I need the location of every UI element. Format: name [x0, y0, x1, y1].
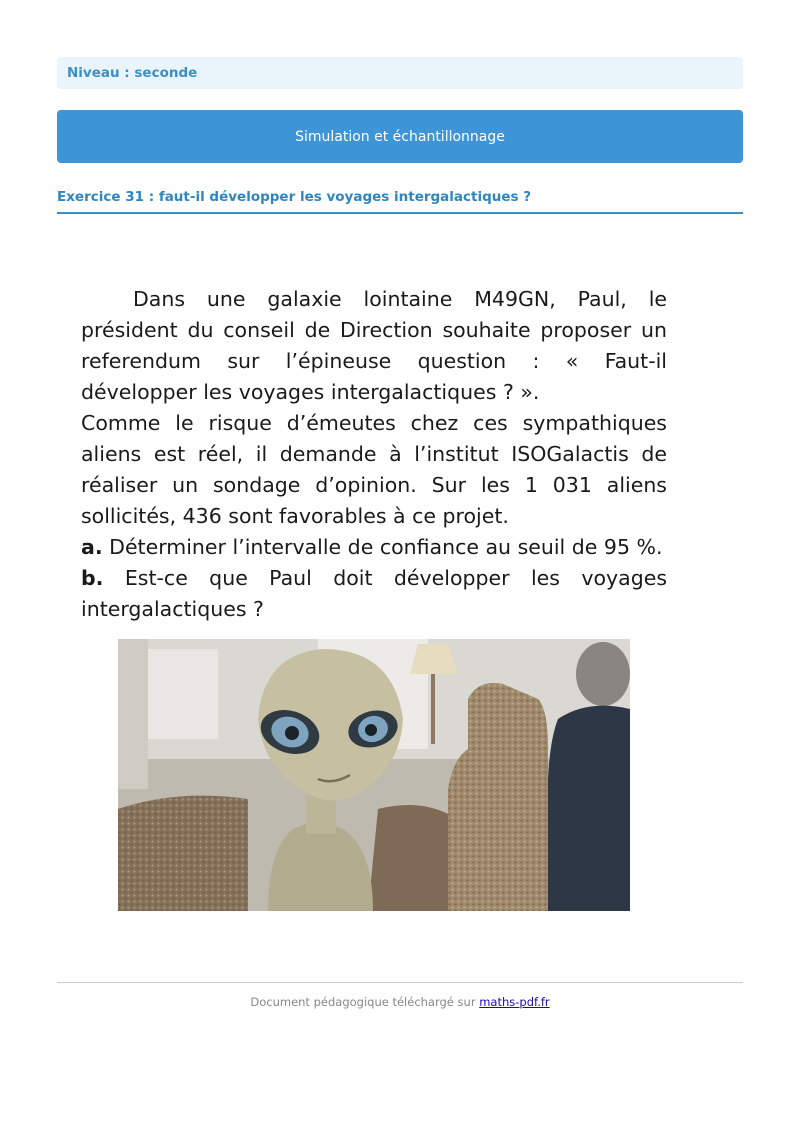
question-a-marker: a. [81, 535, 103, 559]
level-badge [57, 57, 743, 89]
question-b-marker: b. [81, 566, 104, 590]
question-b [81, 563, 667, 625]
footer [57, 995, 743, 1009]
footer-link[interactable]: maths-pdf.fr [479, 995, 550, 1009]
topic-title: Simulation et échantillonnage [295, 128, 505, 145]
footer-divider [57, 982, 743, 983]
question-a [81, 532, 667, 563]
level-label: Niveau : seconde [67, 65, 198, 81]
alien-illustration [118, 639, 630, 911]
exercise-title: Exercice 31 : faut-il développer les voyages intergalactiques ? [57, 189, 532, 205]
footer-text: Document pédagogique téléchargé sur [250, 995, 476, 1009]
paragraph-context: Dans une galaxie lointaine M49GN, Paul, le président du conseil de Direction souhaite proposer un referendum sur l’épineuse question : « Faut-il développer les voyages intergalactiques ? ». [81, 287, 667, 404]
exercise-heading [57, 186, 743, 214]
question-a-text: Déterminer l’intervalle de confiance au seuil de 95 %. [109, 535, 663, 559]
question-b-text: Est-ce que Paul doit développer les voyages intergalactiques ? [81, 566, 667, 621]
paragraph-survey: Comme le risque d’émeutes chez ces sympathiques aliens est réel, il demande à l’institut ISOGalactis de réaliser un sondage d’opinion. Sur les 1 031 aliens sollicités, 436 sont favorables à ce projet. [81, 411, 667, 528]
topic-banner [57, 110, 743, 163]
alien-photo [118, 639, 630, 911]
exercise-statement [81, 284, 667, 625]
